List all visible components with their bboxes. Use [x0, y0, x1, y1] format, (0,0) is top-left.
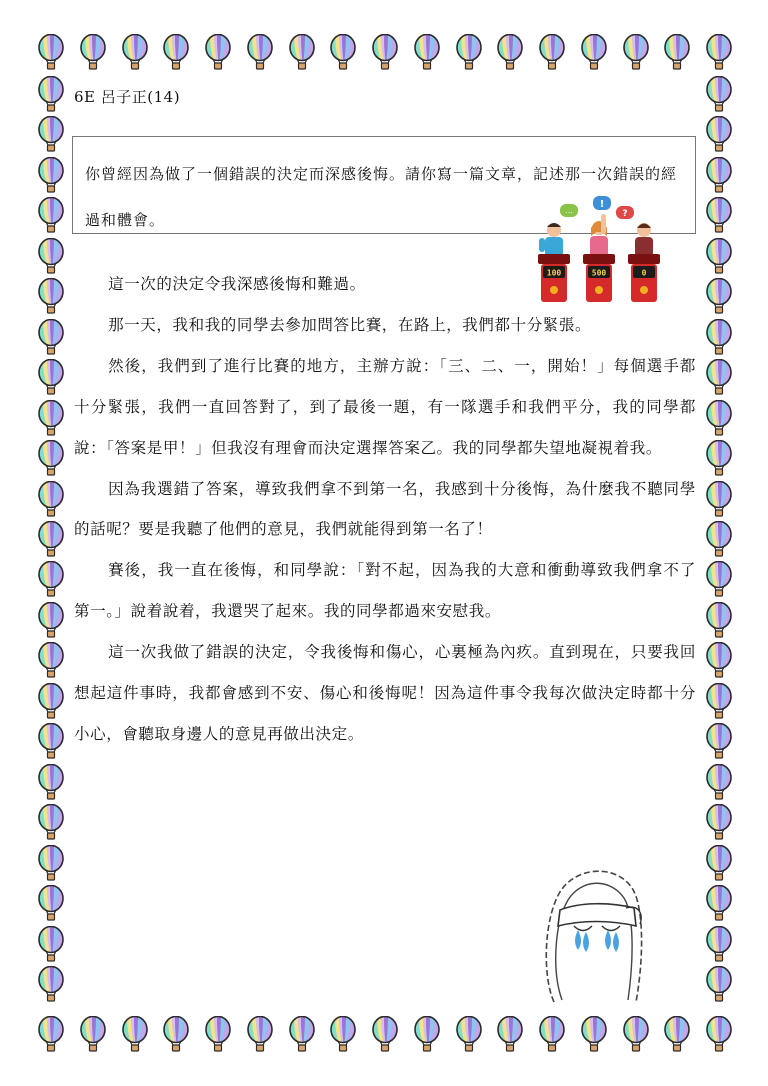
tear-icon [575, 930, 589, 952]
hot-air-balloon-icon [706, 966, 732, 1002]
writing-prompt: 你曾經因為做了一個錯誤的決定而深感後悔。請你寫一篇文章，記述那一次錯誤的經過和體會。 [85, 165, 678, 229]
hot-air-balloon-icon [706, 561, 732, 597]
hot-air-balloon-icon [706, 76, 732, 112]
hot-air-balloon-icon [163, 34, 189, 70]
speech-bubble-icon [616, 206, 634, 219]
hot-air-balloon-icon [706, 1016, 732, 1052]
hot-air-balloon-icon [706, 481, 732, 517]
hot-air-balloon-icon [330, 34, 356, 70]
hot-air-balloon-icon [38, 440, 64, 476]
hot-air-balloon-icon [706, 723, 732, 759]
hot-air-balloon-icon [38, 197, 64, 233]
hot-air-balloon-icon [414, 34, 440, 70]
hot-air-balloon-icon [706, 926, 732, 962]
hot-air-balloon-icon [38, 845, 64, 881]
hot-air-balloon-icon [623, 34, 649, 70]
hot-air-balloon-icon [38, 359, 64, 395]
hot-air-balloon-icon [38, 278, 64, 314]
hot-air-balloon-icon [706, 197, 732, 233]
hot-air-balloon-icon [38, 238, 64, 274]
contestant-left [539, 223, 563, 257]
hot-air-balloon-icon [38, 885, 64, 921]
hot-air-balloon-icon [456, 34, 482, 70]
podium-score: 0 [641, 268, 647, 278]
hot-air-balloon-icon [80, 1016, 106, 1052]
contestant-middle [590, 214, 608, 257]
hot-air-balloon-icon [38, 400, 64, 436]
hot-air-balloon-icon [38, 602, 64, 638]
hot-air-balloon-icon [38, 521, 64, 557]
hot-air-balloon-icon [38, 319, 64, 355]
hot-air-balloon-icon [706, 642, 732, 678]
hot-air-balloon-icon [706, 319, 732, 355]
hot-air-balloon-icon [372, 34, 398, 70]
hot-air-balloon-icon [38, 76, 64, 112]
hot-air-balloon-icon [706, 683, 732, 719]
tear-icon [605, 930, 619, 952]
hot-air-balloon-icon [38, 116, 64, 152]
balloon-border-right [706, 76, 732, 1002]
contestant-right [635, 223, 653, 257]
hot-air-balloon-icon [247, 1016, 273, 1052]
hot-air-balloon-icon [38, 34, 64, 70]
bubble-exclaim: ! [599, 199, 605, 210]
hot-air-balloon-icon [456, 1016, 482, 1052]
hot-air-balloon-icon [38, 926, 64, 962]
hot-air-balloon-icon [706, 116, 732, 152]
hot-air-balloon-icon [205, 1016, 231, 1052]
hot-air-balloon-icon [706, 764, 732, 800]
hot-air-balloon-icon [38, 764, 64, 800]
hot-air-balloon-icon [38, 804, 64, 840]
hot-air-balloon-icon [38, 642, 64, 678]
balloon-border-bottom [38, 1016, 732, 1052]
hot-air-balloon-icon [38, 1016, 64, 1052]
hot-air-balloon-icon [497, 34, 523, 70]
hot-air-balloon-icon [706, 157, 732, 193]
hot-air-balloon-icon [80, 34, 106, 70]
hot-air-balloon-icon [706, 34, 732, 70]
hot-air-balloon-icon [122, 34, 148, 70]
hot-air-balloon-icon [38, 157, 64, 193]
speech-bubble-icon [560, 204, 578, 217]
hot-air-balloon-icon [664, 1016, 690, 1052]
podium-score: 100 [546, 268, 562, 278]
hot-air-balloon-icon [372, 1016, 398, 1052]
essay-paragraph: 這一次我做了錯誤的決定，令我後悔和傷心，心裏極為內疚。直到現在，只要我回想起這件事時，我都會感到不安、傷心和後悔呢！因為這件事令我每次做決定時都十分小心，會聽取身邊人的意見再做出決定。 [74, 643, 696, 743]
balloon-border-top [38, 34, 732, 70]
hot-air-balloon-icon [539, 1016, 565, 1052]
hot-air-balloon-icon [706, 359, 732, 395]
speech-bubble-icon [593, 196, 611, 210]
hot-air-balloon-icon [38, 966, 64, 1002]
hot-air-balloon-icon [706, 602, 732, 638]
hot-air-balloon-icon [706, 440, 732, 476]
hot-air-balloon-icon [664, 34, 690, 70]
author-line: 6E 呂子正(14) [74, 88, 181, 106]
hot-air-balloon-icon [706, 845, 732, 881]
hot-air-balloon-icon [38, 723, 64, 759]
hot-air-balloon-icon [289, 34, 315, 70]
hot-air-balloon-icon [581, 34, 607, 70]
hot-air-balloon-icon [706, 885, 732, 921]
hot-air-balloon-icon [38, 683, 64, 719]
podium-score: 500 [591, 268, 607, 278]
essay-paragraph: 然後，我們到了進行比賽的地方，主辦方說：「三、二、一，開始！」每個選手都十分緊張，我們一直回答對了，到了最後一題，有一隊選手和我們平分，我的同學都說：「答案是甲！」但我沒有理會而決定選擇答案乙。我的同學都失望地凝視着我。 [74, 356, 696, 457]
hot-air-balloon-icon [38, 561, 64, 597]
hot-air-balloon-icon [38, 481, 64, 517]
essay-body [74, 264, 696, 755]
crying-face-illustration [540, 858, 646, 1004]
hot-air-balloon-icon [706, 400, 732, 436]
essay-paragraph: 那一天，我和我的同學去參加問答比賽，在路上，我們都十分緊張。 [108, 315, 592, 334]
bubble-dots: ... [565, 206, 573, 215]
essay-paragraph: 這一次的決定令我深感後悔和難過。 [108, 275, 366, 293]
hot-air-balloon-icon [706, 804, 732, 840]
hot-air-balloon-icon [539, 34, 565, 70]
hot-air-balloon-icon [623, 1016, 649, 1052]
essay-paragraph: 因為我選錯了答案，導致我們拿不到第一名，我感到十分後悔，為什麼我不聽同學的話呢？要是我聽了他們的意見，我們就能得到第一名了！ [74, 479, 696, 539]
hot-air-balloon-icon [330, 1016, 356, 1052]
hot-air-balloon-icon [247, 34, 273, 70]
hot-air-balloon-icon [497, 1016, 523, 1052]
essay-paragraph: 賽後，我一直在後悔，和同學說：「對不起，因為我的大意和衝動導致我們拿不了第一。」說着說着，我還哭了起來。我的同學都過來安慰我。 [74, 561, 696, 621]
hot-air-balloon-icon [289, 1016, 315, 1052]
hot-air-balloon-icon [414, 1016, 440, 1052]
bubble-question: ? [622, 209, 628, 219]
balloon-border-left [38, 76, 64, 1002]
hot-air-balloon-icon [163, 1016, 189, 1052]
hot-air-balloon-icon [706, 521, 732, 557]
hot-air-balloon-icon [581, 1016, 607, 1052]
hot-air-balloon-icon [706, 238, 732, 274]
hot-air-balloon-icon [122, 1016, 148, 1052]
hot-air-balloon-icon [205, 34, 231, 70]
hot-air-balloon-icon [706, 278, 732, 314]
